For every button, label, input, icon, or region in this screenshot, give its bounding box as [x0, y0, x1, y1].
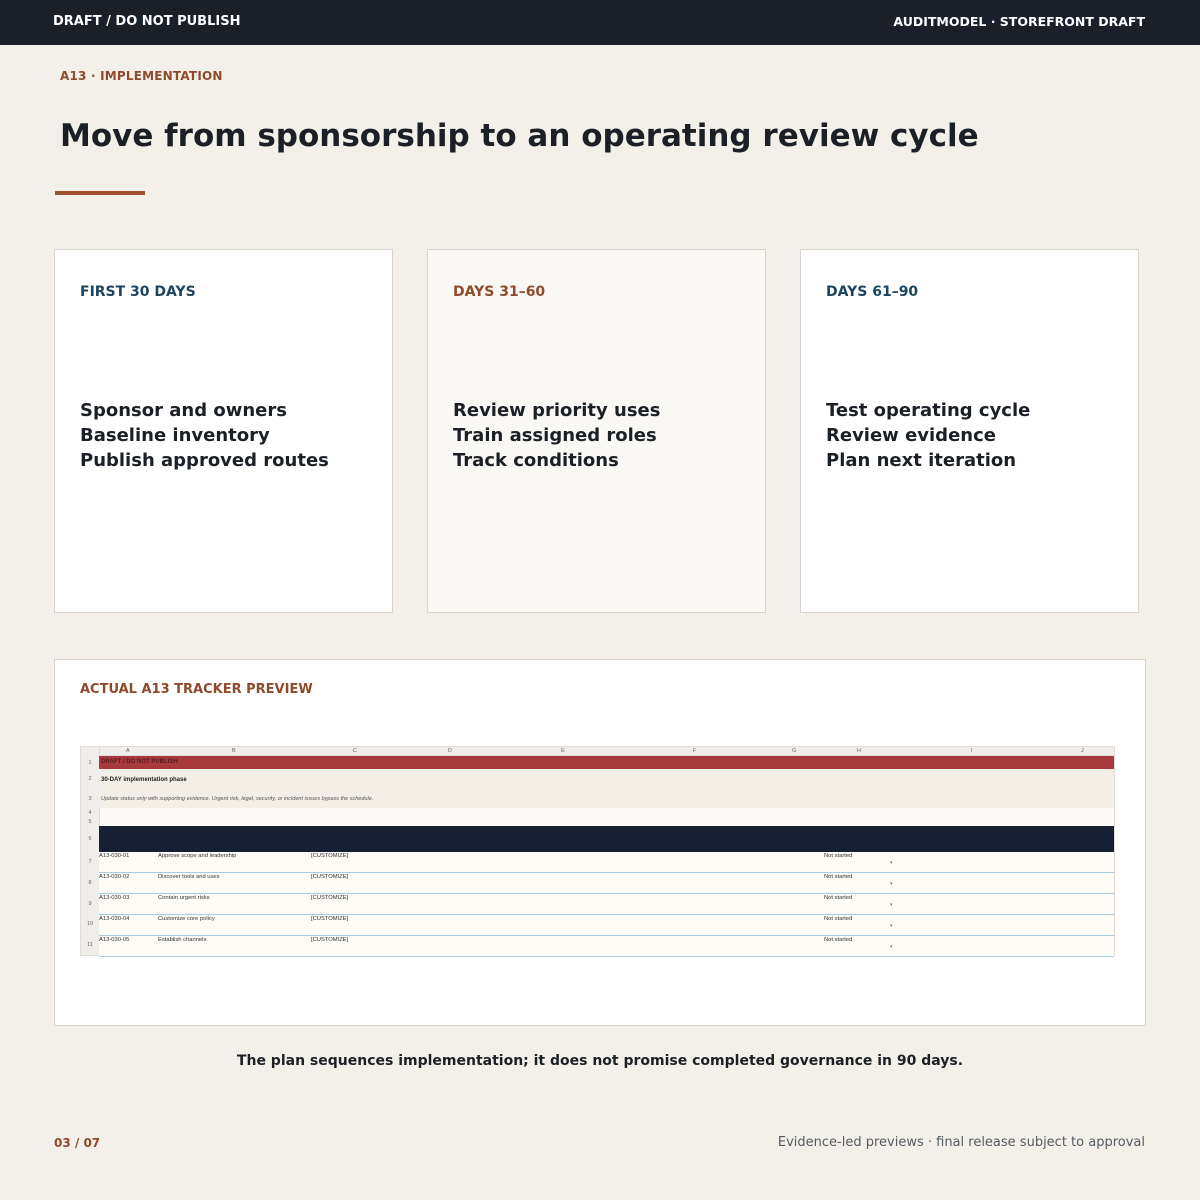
- spreadsheet-preview: [80, 746, 1115, 956]
- dropdown-caret-icon: ▾: [890, 944, 893, 950]
- phase-item: Test operating cycle: [826, 400, 1031, 421]
- column-header: I: [971, 748, 973, 754]
- row-number: 1: [88, 760, 92, 766]
- phase-card-days-61-90: [800, 249, 1139, 613]
- customize-cell: [CUSTOMIZE]: [311, 853, 349, 859]
- customize-cell: [CUSTOMIZE]: [311, 916, 349, 922]
- table-row: [99, 873, 1114, 894]
- sheet-header-band: [99, 826, 1114, 852]
- customize-cell: [CUSTOMIZE]: [311, 937, 349, 943]
- task-id: A13-030-02: [99, 874, 130, 880]
- row-number: 5: [88, 819, 92, 825]
- task-name: Customize core policy: [158, 916, 215, 922]
- column-header: E: [561, 748, 565, 754]
- row-number-gutter: [81, 747, 100, 955]
- row-number: 7: [88, 859, 92, 865]
- column-header: B: [232, 748, 236, 754]
- dropdown-caret-icon: ▾: [890, 902, 893, 908]
- phase-card-days-31-60: [427, 249, 766, 613]
- dropdown-caret-icon: ▾: [890, 860, 893, 866]
- sheet-phase-label: 30-DAY implementation phase: [101, 777, 187, 783]
- status-cell: Not started: [824, 874, 853, 880]
- phase-item: Plan next iteration: [826, 450, 1017, 471]
- brand-label: AUDITMODEL · STOREFRONT DRAFT: [893, 14, 1145, 29]
- phase-card-first-30-days: [54, 249, 393, 613]
- status-cell: Not started: [824, 937, 853, 943]
- column-header: F: [693, 748, 697, 754]
- task-name: Establish channels: [158, 937, 207, 943]
- row-number: 9: [88, 901, 92, 907]
- status-cell: Not started: [824, 853, 853, 859]
- task-id: A13-030-01: [99, 853, 130, 859]
- phase-item: Track conditions: [453, 450, 619, 471]
- column-header: H: [857, 748, 861, 754]
- draft-label: DRAFT / DO NOT PUBLISH: [53, 14, 241, 29]
- section-tag: A13 · IMPLEMENTATION: [60, 69, 223, 83]
- footer-note: Evidence-led previews · final release subject to approval: [777, 1135, 1145, 1150]
- plan-disclaimer: The plan sequences implementation; it does not promise completed governance in 90 days.: [236, 1053, 964, 1069]
- sheet-note: Update status only with supporting evidence. Urgent risk, legal, security, or incident issues bypass the schedule.: [101, 796, 374, 802]
- table-row: [99, 915, 1114, 936]
- sheet-banner-text: DRAFT / DO NOT PUBLISH: [101, 759, 178, 765]
- column-header-row: [99, 747, 1114, 756]
- task-id: A13-030-04: [99, 916, 130, 922]
- row-number: 11: [87, 942, 93, 948]
- task-name: Contain urgent risks: [158, 895, 210, 901]
- phase-item: Sponsor and owners: [80, 400, 287, 421]
- title-underline: [55, 191, 145, 195]
- page-title: Move from sponsorship to an operating review cycle: [60, 118, 979, 154]
- task-name: Discover tools and uses: [158, 874, 220, 880]
- phase-item-list: [826, 398, 1030, 473]
- phase-item: Publish approved routes: [80, 450, 329, 471]
- dropdown-caret-icon: ▾: [890, 923, 893, 929]
- task-id: A13-030-05: [99, 937, 130, 943]
- phase-item-list: [80, 398, 329, 473]
- customize-cell: [CUSTOMIZE]: [311, 874, 349, 880]
- task-id: A13-030-03: [99, 895, 130, 901]
- table-row: [99, 936, 1114, 957]
- customize-cell: [CUSTOMIZE]: [311, 895, 349, 901]
- page-counter: 03 / 07: [54, 1136, 101, 1150]
- status-cell: Not started: [824, 895, 853, 901]
- phase-heading: FIRST 30 DAYS: [80, 284, 196, 300]
- phase-heading: DAYS 61–90: [826, 284, 919, 300]
- top-bar: [0, 0, 1200, 45]
- sheet-info-band: [99, 769, 1114, 808]
- phase-item: Review evidence: [826, 425, 996, 446]
- phase-heading: DAYS 31–60: [453, 284, 546, 300]
- phase-item: Baseline inventory: [80, 425, 270, 446]
- column-header: A: [126, 748, 130, 754]
- column-header: J: [1081, 748, 1084, 754]
- column-header: C: [353, 748, 357, 754]
- row-number: 8: [88, 880, 92, 886]
- row-number: 6: [88, 836, 92, 842]
- phase-item: Train assigned roles: [453, 425, 657, 446]
- row-number: 2: [88, 776, 92, 782]
- row-number: 4: [88, 810, 92, 816]
- status-cell: Not started: [824, 916, 853, 922]
- phase-item-list: [453, 398, 660, 473]
- column-header: D: [448, 748, 452, 754]
- tracker-preview-panel: [54, 659, 1146, 1026]
- row-number: 3: [88, 796, 92, 802]
- table-row: [99, 852, 1114, 873]
- column-header: G: [792, 748, 797, 754]
- tracker-panel-title: ACTUAL A13 TRACKER PREVIEW: [80, 682, 313, 697]
- table-row: [99, 894, 1114, 915]
- phase-item: Review priority uses: [453, 400, 661, 421]
- row-number: 10: [86, 921, 94, 927]
- task-name: Approve scope and leadership: [158, 853, 237, 859]
- dropdown-caret-icon: ▾: [890, 881, 893, 887]
- sheet-draft-banner: [99, 756, 1114, 769]
